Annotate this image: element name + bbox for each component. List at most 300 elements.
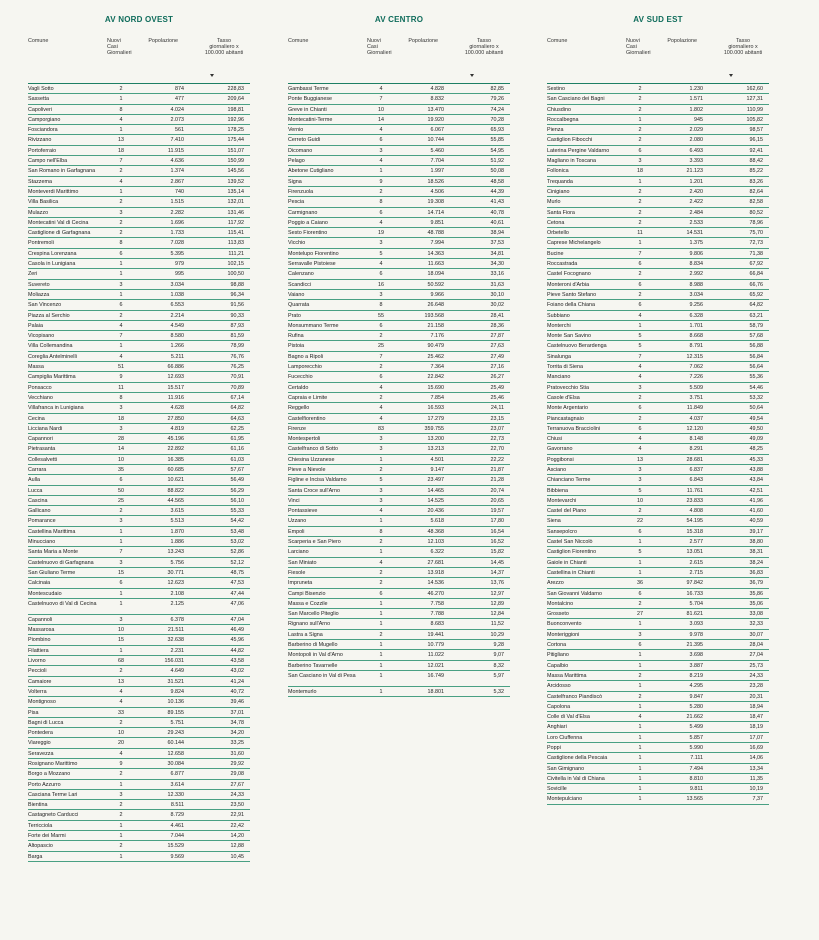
cell-new-cases: 8 bbox=[119, 240, 123, 247]
cell-population: 18.526 bbox=[427, 178, 444, 185]
table-row bbox=[547, 156, 769, 166]
table-row bbox=[28, 156, 250, 166]
cell-population: 4.024 bbox=[170, 106, 184, 113]
cell-new-cases: 1 bbox=[379, 662, 383, 669]
table-row bbox=[28, 352, 250, 362]
cell-daily-rate: 47,44 bbox=[230, 590, 244, 597]
cell-comune: Impruneta bbox=[288, 580, 313, 587]
cell-population: 1.201 bbox=[689, 178, 703, 185]
cell-daily-rate: 23,07 bbox=[490, 425, 504, 432]
table-row bbox=[28, 403, 250, 413]
sort-desc-icon bbox=[210, 74, 214, 77]
cell-daily-rate: 50,08 bbox=[490, 168, 504, 175]
table-row bbox=[547, 609, 769, 619]
cell-daily-rate: 27,04 bbox=[749, 652, 763, 659]
cell-population: 18.094 bbox=[427, 271, 444, 278]
table-row bbox=[547, 722, 769, 732]
cell-comune: Sansepolcro bbox=[547, 528, 577, 535]
table-row bbox=[288, 650, 510, 660]
cell-comune: Sinalunga bbox=[547, 353, 571, 360]
table-row bbox=[547, 486, 769, 496]
cell-comune: Massa e Cozzile bbox=[288, 600, 328, 607]
table-row bbox=[28, 341, 250, 351]
header-daily-rate: Tasso giornaliero x 100.000 abitanti bbox=[464, 38, 504, 57]
table-row bbox=[28, 708, 250, 718]
cell-population: 2.577 bbox=[689, 539, 703, 546]
cell-comune: Roccalbegna bbox=[547, 116, 579, 123]
table-row bbox=[547, 578, 769, 588]
cell-population: 66.886 bbox=[167, 364, 184, 371]
cell-daily-rate: 56,64 bbox=[749, 364, 763, 371]
cell-comune: Orbetello bbox=[547, 230, 569, 237]
table-row bbox=[288, 146, 510, 156]
cell-daily-rate: 76,76 bbox=[230, 353, 244, 360]
table-row bbox=[547, 444, 769, 454]
cell-comune: Castiglione della Pescaia bbox=[547, 755, 608, 762]
cell-population: 5.990 bbox=[689, 745, 703, 751]
header-daily-rate: Tasso giornaliero x 100.000 abitanti bbox=[723, 38, 763, 57]
cell-new-cases: 4 bbox=[379, 261, 383, 268]
cell-comune: Pontedera bbox=[28, 730, 53, 737]
cell-new-cases: 1 bbox=[119, 590, 123, 597]
cell-population: 8.791 bbox=[689, 343, 703, 350]
cell-new-cases: 1 bbox=[119, 343, 123, 350]
table-row bbox=[547, 465, 769, 475]
table-row bbox=[547, 177, 769, 187]
cell-population: 3.034 bbox=[170, 281, 184, 288]
table-row bbox=[547, 105, 769, 115]
table-row bbox=[547, 414, 769, 424]
cell-new-cases: 11 bbox=[637, 230, 643, 237]
cell-population: 13.243 bbox=[167, 549, 184, 556]
table-row bbox=[547, 650, 769, 660]
cell-daily-rate: 7,37 bbox=[752, 796, 763, 803]
table-row bbox=[288, 414, 510, 424]
cell-daily-rate: 102,15 bbox=[227, 261, 244, 268]
cell-population: 3.887 bbox=[689, 662, 703, 669]
cell-comune: Pistoia bbox=[288, 343, 305, 350]
cell-comune: Follonica bbox=[547, 168, 569, 175]
cell-daily-rate: 45,33 bbox=[749, 456, 763, 463]
cell-population: 19.441 bbox=[427, 631, 444, 638]
cell-comune: Villa Basilica bbox=[28, 199, 59, 206]
cell-new-cases: 1 bbox=[638, 745, 642, 751]
cell-comune: Pelago bbox=[288, 158, 305, 165]
cell-new-cases: 8 bbox=[379, 302, 383, 309]
cell-population: 14.531 bbox=[686, 230, 703, 237]
cell-population: 15.517 bbox=[167, 384, 184, 391]
table-row bbox=[547, 218, 769, 228]
cell-daily-rate: 117,92 bbox=[227, 219, 244, 226]
cell-daily-rate: 30,07 bbox=[749, 631, 763, 638]
cell-daily-rate: 34,30 bbox=[490, 261, 504, 268]
cell-population: 30.771 bbox=[167, 569, 184, 576]
cell-population: 9.978 bbox=[689, 631, 703, 638]
cell-comune: Asciano bbox=[547, 466, 567, 473]
cell-daily-rate: 27,67 bbox=[230, 781, 244, 788]
cell-new-cases: 28 bbox=[118, 436, 124, 443]
cell-new-cases: 4 bbox=[638, 312, 642, 319]
cell-population: 48.368 bbox=[427, 528, 444, 535]
cell-comune: Filattiera bbox=[28, 647, 49, 654]
cell-comune: Scarperia e San Piero bbox=[288, 539, 341, 546]
table-row bbox=[547, 249, 769, 259]
table-row bbox=[547, 352, 769, 362]
cell-comune: Monteroni d'Arbia bbox=[547, 281, 590, 288]
table-row bbox=[547, 311, 769, 321]
cell-daily-rate: 23,50 bbox=[230, 802, 244, 809]
cell-daily-rate: 14,45 bbox=[490, 559, 504, 566]
cell-population: 2.615 bbox=[689, 559, 703, 566]
cell-daily-rate: 42,51 bbox=[749, 487, 763, 494]
cell-new-cases: 4 bbox=[379, 86, 383, 92]
cell-comune: Campiglia Marittima bbox=[28, 374, 76, 381]
cell-comune: Camaiore bbox=[28, 678, 52, 685]
cell-daily-rate: 61,95 bbox=[230, 436, 244, 443]
cell-population: 13.565 bbox=[686, 796, 703, 803]
cell-daily-rate: 14,20 bbox=[230, 833, 244, 840]
cell-new-cases: 3 bbox=[379, 497, 383, 504]
cell-new-cases: 6 bbox=[638, 147, 642, 154]
cell-new-cases: 3 bbox=[638, 631, 642, 638]
cell-population: 1.374 bbox=[170, 168, 184, 175]
cell-daily-rate: 16,54 bbox=[490, 528, 504, 535]
cell-daily-rate: 131,46 bbox=[227, 209, 244, 216]
cell-comune: Arezzo bbox=[547, 580, 564, 587]
table-row bbox=[28, 646, 250, 656]
cell-daily-rate: 43,58 bbox=[230, 658, 244, 665]
cell-new-cases: 10 bbox=[637, 497, 643, 504]
cell-comune: Poggibonsi bbox=[547, 456, 574, 463]
cell-comune: Laterina Pergine Valdarno bbox=[547, 147, 610, 154]
cell-population: 12.330 bbox=[167, 791, 184, 798]
cell-new-cases: 83 bbox=[378, 425, 384, 432]
cell-comune: Pienza bbox=[547, 127, 564, 134]
cell-new-cases: 2 bbox=[638, 672, 642, 679]
table-row bbox=[28, 687, 250, 697]
cell-new-cases: 1 bbox=[638, 322, 642, 329]
cell-population: 6.328 bbox=[689, 312, 703, 319]
table-row bbox=[547, 589, 769, 599]
cell-comune: San Giuliano Terme bbox=[28, 569, 76, 576]
cell-new-cases: 8 bbox=[119, 106, 123, 113]
cell-population: 10.621 bbox=[167, 477, 184, 484]
cell-comune: Monteriggioni bbox=[547, 631, 580, 638]
table-row bbox=[28, 94, 250, 104]
cell-comune: Castelnuovo di Garfagnana bbox=[28, 559, 94, 566]
cell-new-cases: 2 bbox=[379, 394, 383, 401]
cell-population: 4.461 bbox=[170, 822, 184, 829]
cell-population: 2.029 bbox=[689, 127, 703, 134]
table-row bbox=[288, 290, 510, 300]
cell-new-cases: 35 bbox=[118, 466, 124, 473]
section-nord-ovest bbox=[28, 14, 250, 862]
table-row bbox=[547, 558, 769, 568]
cell-population: 3.093 bbox=[689, 621, 703, 628]
cell-comune: Vaiano bbox=[288, 291, 305, 298]
cell-new-cases: 1 bbox=[638, 683, 642, 690]
table-row bbox=[28, 800, 250, 810]
cell-comune: Castiglion Fibocchi bbox=[547, 137, 593, 144]
cell-new-cases: 25 bbox=[118, 497, 124, 504]
cell-population: 3.698 bbox=[689, 652, 703, 659]
cell-daily-rate: 85,22 bbox=[749, 168, 763, 175]
table-row bbox=[547, 753, 769, 763]
cell-daily-rate: 41,24 bbox=[230, 678, 244, 685]
cell-population: 8.810 bbox=[689, 775, 703, 782]
cell-comune: Minucciano bbox=[28, 539, 56, 546]
cell-daily-rate: 20,65 bbox=[490, 497, 504, 504]
cell-comune: Pomarance bbox=[28, 518, 56, 525]
cell-new-cases: 1 bbox=[638, 178, 642, 185]
cell-population: 5.211 bbox=[170, 353, 184, 360]
cell-population: 8.580 bbox=[170, 333, 184, 340]
cell-population: 1.038 bbox=[170, 291, 184, 298]
table-row bbox=[547, 630, 769, 640]
table-row bbox=[547, 269, 769, 279]
cell-comune: Serravalle Pistoiese bbox=[288, 261, 336, 268]
cell-daily-rate: 22,91 bbox=[230, 812, 244, 819]
table-row bbox=[547, 125, 769, 135]
cell-daily-rate: 41,96 bbox=[749, 497, 763, 504]
cell-comune: Chianciano Terme bbox=[547, 477, 591, 484]
cell-new-cases: 1 bbox=[379, 688, 383, 695]
table-row bbox=[547, 300, 769, 310]
cell-comune: Pontremoli bbox=[28, 240, 54, 247]
cell-daily-rate: 24,11 bbox=[490, 405, 504, 412]
cell-comune: Vagli Sotto bbox=[28, 86, 54, 92]
cell-new-cases: 1 bbox=[379, 652, 383, 659]
cell-daily-rate: 63,21 bbox=[749, 312, 763, 319]
cell-new-cases: 10 bbox=[118, 627, 124, 634]
cell-comune: Torrita di Siena bbox=[547, 364, 583, 371]
cell-population: 5.751 bbox=[170, 719, 184, 726]
cell-population: 1.571 bbox=[689, 96, 703, 103]
cell-population: 7.044 bbox=[170, 833, 184, 840]
cell-comune: Cascina bbox=[28, 497, 48, 504]
cell-daily-rate: 61,16 bbox=[230, 446, 244, 453]
table-row bbox=[28, 656, 250, 666]
cell-daily-rate: 49,54 bbox=[749, 415, 763, 422]
cell-new-cases: 5 bbox=[379, 250, 383, 257]
table-row bbox=[547, 115, 769, 125]
cell-new-cases: 4 bbox=[119, 178, 123, 185]
cell-population: 4.808 bbox=[689, 508, 703, 515]
table-row bbox=[547, 640, 769, 650]
table-row bbox=[547, 331, 769, 341]
cell-population: 979 bbox=[175, 261, 184, 268]
cell-comune: Castel del Piano bbox=[547, 508, 587, 515]
cell-new-cases: 2 bbox=[119, 802, 123, 809]
cell-comune: Civitella in Val di Chiana bbox=[547, 775, 605, 782]
section-title: AV CENTRO bbox=[374, 15, 424, 24]
table-row bbox=[288, 465, 510, 475]
cell-population: 740 bbox=[175, 188, 184, 195]
cell-daily-rate: 43,88 bbox=[749, 466, 763, 473]
cell-population: 6.378 bbox=[170, 616, 184, 623]
table-row bbox=[28, 84, 250, 94]
cell-daily-rate: 47,06 bbox=[230, 600, 244, 607]
cell-daily-rate: 23,28 bbox=[749, 683, 763, 690]
cell-comune: Bientina bbox=[28, 802, 48, 809]
cell-population: 2.080 bbox=[689, 137, 703, 144]
cell-population: 19.308 bbox=[427, 199, 444, 206]
section-title: AV SUD EST bbox=[633, 15, 683, 24]
cell-new-cases: 10 bbox=[378, 106, 384, 113]
cell-daily-rate: 33,08 bbox=[749, 611, 763, 618]
cell-new-cases: 3 bbox=[379, 291, 383, 298]
cell-new-cases: 1 bbox=[638, 734, 642, 741]
header-new-cases: Nuovi Casi Giornalieri bbox=[626, 38, 651, 57]
cell-daily-rate: 30,10 bbox=[490, 291, 504, 298]
cell-daily-rate: 209,64 bbox=[227, 96, 244, 103]
cell-population: 3.615 bbox=[170, 508, 184, 515]
table-row bbox=[288, 135, 510, 145]
cell-comune: Carrara bbox=[28, 466, 47, 473]
table-row bbox=[28, 105, 250, 115]
cell-comune: Capraia e Limite bbox=[288, 394, 328, 401]
cell-new-cases: 1 bbox=[638, 724, 642, 731]
cell-daily-rate: 43,02 bbox=[230, 668, 244, 675]
table-row bbox=[28, 578, 250, 588]
cell-population: 945 bbox=[694, 116, 703, 123]
cell-daily-rate: 12,89 bbox=[490, 600, 504, 607]
cell-population: 2.533 bbox=[689, 219, 703, 226]
cell-new-cases: 7 bbox=[638, 250, 642, 257]
cell-population: 60.685 bbox=[167, 466, 184, 473]
cell-comune: Montalcino bbox=[547, 600, 574, 607]
cell-daily-rate: 198,81 bbox=[227, 106, 244, 113]
table-row bbox=[28, 393, 250, 403]
cell-daily-rate: 96,15 bbox=[749, 137, 763, 144]
cell-new-cases: 14 bbox=[118, 446, 124, 453]
cell-daily-rate: 82,85 bbox=[490, 86, 504, 92]
cell-population: 8.729 bbox=[170, 812, 184, 819]
cell-daily-rate: 55,85 bbox=[490, 137, 504, 144]
cell-population: 3.751 bbox=[689, 394, 703, 401]
cell-new-cases: 4 bbox=[638, 714, 642, 721]
cell-population: 9.806 bbox=[689, 250, 703, 257]
cell-daily-rate: 12,84 bbox=[490, 611, 504, 618]
cell-new-cases: 7 bbox=[379, 96, 383, 103]
cell-new-cases: 3 bbox=[119, 281, 123, 288]
cell-new-cases: 1 bbox=[638, 775, 642, 782]
table-row bbox=[28, 208, 250, 218]
cell-comune: Capannoli bbox=[28, 616, 53, 623]
cell-daily-rate: 23,15 bbox=[490, 415, 504, 422]
cell-comune: Dicomano bbox=[288, 147, 313, 154]
cell-population: 4.506 bbox=[430, 188, 444, 195]
table-row bbox=[547, 197, 769, 207]
table-body bbox=[547, 84, 769, 805]
cell-new-cases: 3 bbox=[119, 209, 123, 216]
cell-daily-rate: 28,36 bbox=[490, 322, 504, 329]
table-row bbox=[28, 759, 250, 769]
cell-population: 15.690 bbox=[427, 384, 444, 391]
cell-comune: Certaldo bbox=[288, 384, 309, 391]
cell-comune: Pieve a Nievole bbox=[288, 466, 326, 473]
cell-new-cases: 1 bbox=[119, 833, 123, 840]
cell-population: 2.073 bbox=[170, 116, 184, 123]
cell-population: 12.315 bbox=[686, 353, 703, 360]
cell-population: 10.744 bbox=[427, 137, 444, 144]
cell-comune: Altopascio bbox=[28, 843, 53, 850]
cell-comune: Casola in Lunigiana bbox=[28, 261, 76, 268]
cell-daily-rate: 18,47 bbox=[749, 714, 763, 721]
cell-new-cases: 3 bbox=[119, 616, 123, 623]
table-row bbox=[288, 331, 510, 341]
table-row bbox=[28, 444, 250, 454]
cell-population: 19.920 bbox=[427, 116, 444, 123]
cell-population: 2.484 bbox=[689, 209, 703, 216]
cell-population: 9.569 bbox=[170, 853, 184, 860]
cell-population: 156.031 bbox=[164, 658, 184, 665]
cell-population: 7.994 bbox=[430, 240, 444, 247]
cell-population: 11.849 bbox=[686, 405, 703, 412]
table-row bbox=[28, 589, 250, 599]
cell-comune: Porto Azzurro bbox=[28, 781, 61, 788]
cell-population: 50.592 bbox=[427, 281, 444, 288]
cell-comune: Montignoso bbox=[28, 699, 56, 706]
cell-new-cases: 1 bbox=[119, 781, 123, 788]
table-row bbox=[28, 197, 250, 207]
cell-daily-rate: 70,28 bbox=[490, 116, 504, 123]
cell-daily-rate: 56,88 bbox=[749, 343, 763, 350]
cell-comune: Poggio a Caiano bbox=[288, 219, 328, 226]
cell-population: 4.037 bbox=[689, 415, 703, 422]
cell-daily-rate: 90,33 bbox=[230, 312, 244, 319]
cell-comune: Figline e Incisa Valdarno bbox=[288, 477, 347, 484]
cell-comune: Vecchiano bbox=[28, 394, 53, 401]
cell-daily-rate: 10,19 bbox=[749, 786, 763, 793]
cell-new-cases: 1 bbox=[119, 822, 123, 829]
table-row bbox=[288, 568, 510, 578]
cell-comune: Montepulciano bbox=[547, 796, 583, 803]
cell-new-cases: 4 bbox=[379, 158, 383, 165]
cell-new-cases: 6 bbox=[638, 425, 642, 432]
cell-comune: Forte dei Marmi bbox=[28, 833, 66, 840]
table-row bbox=[28, 625, 250, 635]
cell-new-cases: 1 bbox=[638, 240, 642, 247]
cell-population: 5.499 bbox=[689, 724, 703, 731]
cell-new-cases: 6 bbox=[379, 209, 383, 216]
table-row bbox=[288, 434, 510, 444]
cell-population: 2.231 bbox=[170, 647, 184, 654]
cell-daily-rate: 47,04 bbox=[230, 616, 244, 623]
header-comune: Comune bbox=[547, 38, 568, 44]
cell-comune: San Casciano in Val di Pesa bbox=[288, 672, 356, 679]
cell-new-cases: 1 bbox=[638, 796, 642, 803]
cell-daily-rate: 48,75 bbox=[230, 569, 244, 576]
table-row bbox=[547, 784, 769, 794]
cell-population: 1.886 bbox=[170, 539, 184, 546]
cell-new-cases: 1 bbox=[119, 188, 123, 195]
cell-daily-rate: 64,82 bbox=[230, 405, 244, 412]
cell-daily-rate: 47,53 bbox=[230, 580, 244, 587]
cell-new-cases: 1 bbox=[119, 96, 123, 103]
cell-daily-rate: 40,59 bbox=[749, 518, 763, 525]
cell-daily-rate: 38,31 bbox=[749, 549, 763, 556]
cell-population: 21.511 bbox=[167, 627, 184, 634]
cell-comune: Grosseto bbox=[547, 611, 569, 618]
cell-daily-rate: 17,07 bbox=[749, 734, 763, 741]
table-row bbox=[288, 424, 510, 434]
cell-comune: Piancastagnaio bbox=[547, 415, 584, 422]
table-row bbox=[28, 115, 250, 125]
header-new-cases: Nuovi Casi Giornalieri bbox=[367, 38, 392, 57]
cell-daily-rate: 113,83 bbox=[227, 240, 244, 247]
table-row bbox=[547, 238, 769, 248]
